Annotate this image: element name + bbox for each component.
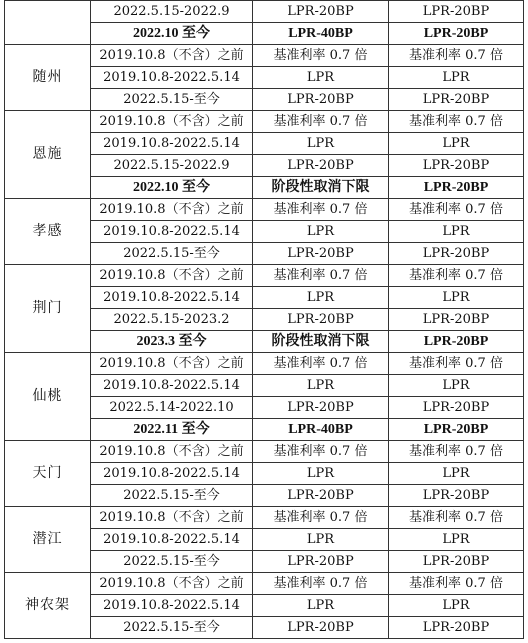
second-home-rate-cell: 基准利率 0.7 倍 — [389, 441, 524, 463]
period-cell: 2019.10.8（不含）之前 — [91, 573, 253, 595]
second-home-rate-cell: LPR-20BP — [389, 89, 524, 111]
city-cell: 随州 — [5, 45, 91, 111]
first-home-rate-cell: LPR-20BP — [253, 155, 389, 177]
first-home-rate-cell: LPR — [253, 133, 389, 155]
first-home-rate-cell: LPR-40BP — [253, 419, 389, 441]
table-row — [5, 45, 524, 67]
first-home-rate-cell: LPR-20BP — [253, 89, 389, 111]
first-home-rate-cell: LPR — [253, 375, 389, 397]
first-home-rate-cell: LPR — [253, 287, 389, 309]
second-home-rate-cell: LPR-20BP — [389, 243, 524, 265]
first-home-rate-cell: LPR — [253, 463, 389, 485]
city-cell: 天门 — [5, 441, 91, 507]
first-home-rate-cell: LPR-20BP — [253, 485, 389, 507]
period-cell: 2019.10.8-2022.5.14 — [91, 595, 253, 617]
table-row — [5, 441, 524, 463]
first-home-rate-cell: LPR-20BP — [253, 309, 389, 331]
period-cell: 2022.5.15-2023.2 — [91, 309, 253, 331]
city-cell: 孝感 — [5, 199, 91, 265]
second-home-rate-cell: LPR-20BP — [389, 397, 524, 419]
second-home-rate-cell: LPR-20BP — [389, 331, 524, 353]
first-home-rate-cell: 阶段性取消下限 — [253, 331, 389, 353]
second-home-rate-cell: 基准利率 0.7 倍 — [389, 111, 524, 133]
period-cell: 2022.5.15-至今 — [91, 243, 253, 265]
second-home-rate-cell: LPR-20BP — [389, 177, 524, 199]
period-cell: 2019.10.8-2022.5.14 — [91, 375, 253, 397]
second-home-rate-cell: LPR — [389, 375, 524, 397]
period-cell: 2019.10.8-2022.5.14 — [91, 529, 253, 551]
second-home-rate-cell: LPR — [389, 287, 524, 309]
table-row — [5, 199, 524, 221]
table-row — [5, 265, 524, 287]
period-cell: 2022.5.15-至今 — [91, 551, 253, 573]
period-cell: 2022.10 至今 — [91, 23, 253, 45]
period-cell: 2022.5.14-2022.10 — [91, 397, 253, 419]
second-home-rate-cell: LPR-20BP — [389, 309, 524, 331]
rate-table — [4, 0, 524, 639]
first-home-rate-cell: 基准利率 0.7 倍 — [253, 265, 389, 287]
table-row — [5, 1, 524, 23]
table-row — [5, 573, 524, 595]
first-home-rate-cell: 基准利率 0.7 倍 — [253, 441, 389, 463]
second-home-rate-cell: LPR-20BP — [389, 485, 524, 507]
first-home-rate-cell: LPR-20BP — [253, 243, 389, 265]
second-home-rate-cell: 基准利率 0.7 倍 — [389, 573, 524, 595]
city-cell: 仙桃 — [5, 353, 91, 441]
period-cell: 2022.5.15-至今 — [91, 617, 253, 639]
rate-table-body — [5, 1, 524, 639]
period-cell: 2019.10.8（不含）之前 — [91, 265, 253, 287]
first-home-rate-cell: LPR-20BP — [253, 397, 389, 419]
first-home-rate-cell: LPR-20BP — [253, 1, 389, 23]
second-home-rate-cell: 基准利率 0.7 倍 — [389, 265, 524, 287]
second-home-rate-cell: LPR — [389, 67, 524, 89]
period-cell: 2019.10.8-2022.5.14 — [91, 221, 253, 243]
period-cell: 2023.3 至今 — [91, 331, 253, 353]
second-home-rate-cell: LPR — [389, 133, 524, 155]
table-row — [5, 507, 524, 529]
period-cell: 2019.10.8-2022.5.14 — [91, 463, 253, 485]
period-cell: 2022.5.15-2022.9 — [91, 155, 253, 177]
first-home-rate-cell: LPR-40BP — [253, 23, 389, 45]
period-cell: 2019.10.8-2022.5.14 — [91, 67, 253, 89]
first-home-rate-cell: 基准利率 0.7 倍 — [253, 199, 389, 221]
city-cell: 恩施 — [5, 111, 91, 199]
period-cell: 2022.10 至今 — [91, 177, 253, 199]
first-home-rate-cell: 基准利率 0.7 倍 — [253, 573, 389, 595]
period-cell: 2019.10.8（不含）之前 — [91, 199, 253, 221]
city-cell: 潜江 — [5, 507, 91, 573]
period-cell: 2019.10.8（不含）之前 — [91, 507, 253, 529]
first-home-rate-cell: 基准利率 0.7 倍 — [253, 111, 389, 133]
second-home-rate-cell: LPR-20BP — [389, 1, 524, 23]
first-home-rate-cell: LPR — [253, 595, 389, 617]
period-cell: 2019.10.8-2022.5.14 — [91, 287, 253, 309]
city-cell: 神农架 — [5, 573, 91, 639]
second-home-rate-cell: 基准利率 0.7 倍 — [389, 45, 524, 67]
first-home-rate-cell: 基准利率 0.7 倍 — [253, 507, 389, 529]
first-home-rate-cell: LPR — [253, 529, 389, 551]
second-home-rate-cell: 基准利率 0.7 倍 — [389, 507, 524, 529]
period-cell: 2019.10.8-2022.5.14 — [91, 133, 253, 155]
table-row — [5, 111, 524, 133]
period-cell: 2022.11 至今 — [91, 419, 253, 441]
second-home-rate-cell: LPR — [389, 595, 524, 617]
second-home-rate-cell: 基准利率 0.7 倍 — [389, 353, 524, 375]
first-home-rate-cell: 基准利率 0.7 倍 — [253, 353, 389, 375]
second-home-rate-cell: 基准利率 0.7 倍 — [389, 199, 524, 221]
first-home-rate-cell: LPR-20BP — [253, 617, 389, 639]
first-home-rate-cell: LPR-20BP — [253, 551, 389, 573]
period-cell: 2022.5.15-至今 — [91, 485, 253, 507]
city-cell — [5, 1, 91, 45]
first-home-rate-cell: 阶段性取消下限 — [253, 177, 389, 199]
second-home-rate-cell: LPR — [389, 529, 524, 551]
first-home-rate-cell: LPR — [253, 221, 389, 243]
second-home-rate-cell: LPR-20BP — [389, 551, 524, 573]
first-home-rate-cell: 基准利率 0.7 倍 — [253, 45, 389, 67]
period-cell: 2019.10.8（不含）之前 — [91, 353, 253, 375]
second-home-rate-cell: LPR-20BP — [389, 617, 524, 639]
period-cell: 2019.10.8（不含）之前 — [91, 111, 253, 133]
period-cell: 2019.10.8（不含）之前 — [91, 441, 253, 463]
second-home-rate-cell: LPR-20BP — [389, 155, 524, 177]
second-home-rate-cell: LPR-20BP — [389, 23, 524, 45]
first-home-rate-cell: LPR — [253, 67, 389, 89]
second-home-rate-cell: LPR-20BP — [389, 419, 524, 441]
period-cell: 2019.10.8（不含）之前 — [91, 45, 253, 67]
second-home-rate-cell: LPR — [389, 463, 524, 485]
city-cell: 荆门 — [5, 265, 91, 353]
period-cell: 2022.5.15-至今 — [91, 89, 253, 111]
second-home-rate-cell: LPR — [389, 221, 524, 243]
period-cell: 2022.5.15-2022.9 — [91, 1, 253, 23]
table-row — [5, 353, 524, 375]
